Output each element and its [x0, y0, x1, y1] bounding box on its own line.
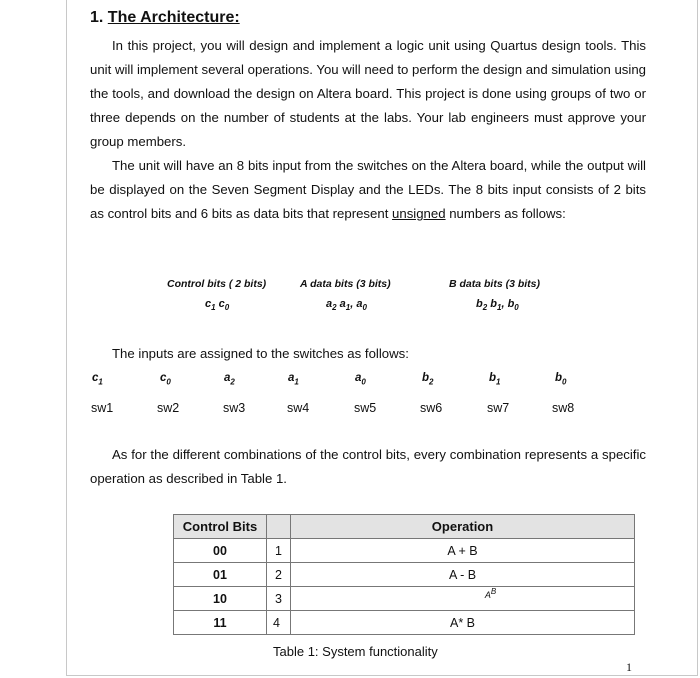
paragraph-inputs [90, 154, 646, 226]
switch-label-5: sw5 [354, 401, 377, 415]
control-bits-header: Control bits ( 2 bits) [167, 278, 267, 290]
switch-var-5: $a_0$ [355, 372, 366, 387]
paragraph-combinations-text: As for the different combinations of the control bits, every combination represents a specific operation as described in Table 1. [90, 447, 646, 486]
a-bits-vars: $a_2$ $a_1$, $a_0$ [326, 298, 367, 313]
page-number: 1 [626, 660, 632, 674]
table-header-row [174, 515, 635, 539]
switch-label-6: sw6 [420, 401, 443, 415]
switch-var-4: $a_1$ [288, 372, 299, 387]
power-op: AB [484, 586, 497, 600]
section-heading [90, 9, 240, 27]
b-bits-vars: $b_2$ $b_1$, $b_0$ [476, 298, 519, 313]
switch-label-1: sw1 [91, 401, 114, 415]
switch-var-2: $c_0$ [160, 372, 171, 387]
table-caption: Table 1: System functionality [273, 644, 438, 659]
switch-label-3: sw3 [223, 401, 246, 415]
paragraph-combinations [90, 443, 646, 491]
control-bits-vars: $c_1$ $c_0$ [205, 298, 230, 313]
operations-table [173, 514, 635, 635]
paragraph-intro-text: In this project, you will design and implement a logic unit using Quartus design tools. This unit will implement several operations. You will need to perform the design and simulation using the tools, and download the design on Altera board. This project is done using groups of two or three depends on the number of students at the labs. Your lab engineers must approve your group members. [90, 38, 646, 149]
b-bits-header: B data bits (3 bits) [449, 278, 541, 290]
section-number: 1. [90, 9, 104, 26]
header-number [267, 515, 291, 539]
switch-var-8: $b_0$ [555, 372, 567, 387]
switch-label-7: sw7 [487, 401, 510, 415]
table-row: 01 2 A - B [174, 563, 635, 587]
switch-var-3: $a_2$ [224, 372, 235, 387]
switch-label-8: sw8 [552, 401, 575, 415]
paragraph-inputs-tail: numbers as follows: [445, 206, 566, 221]
switch-var-6: $b_2$ [422, 372, 434, 387]
a-bits-header: A data bits (3 bits) [300, 278, 391, 290]
section-title: The Architecture: [107, 9, 240, 26]
header-control-bits: Control Bits [174, 515, 267, 539]
paragraph-inputs-text: The unit will have an 8 bits input from the switches on the Altera board, while the output will be displayed on the Seven Segment Display and the LEDs. The 8 bits input consists of 2 bits as control bits and 6 bits as data bits that represent [90, 158, 646, 221]
switch-var-7: $b_1$ [489, 372, 501, 387]
unsigned-word: unsigned [392, 206, 446, 221]
switch-label-4: sw4 [287, 401, 310, 415]
switch-label-2: sw2 [157, 401, 180, 415]
paragraph-intro [90, 34, 646, 154]
table-row: 10 3 $^{A^B}$ [174, 587, 635, 611]
switch-intro: The inputs are assigned to the switches as follows: [112, 346, 409, 361]
table-row: 11 4 A* B [174, 611, 635, 635]
table-row: 00 1 A + B [174, 539, 635, 563]
switch-var-1: $c_1$ [92, 372, 103, 387]
header-operation: Operation [291, 515, 635, 539]
